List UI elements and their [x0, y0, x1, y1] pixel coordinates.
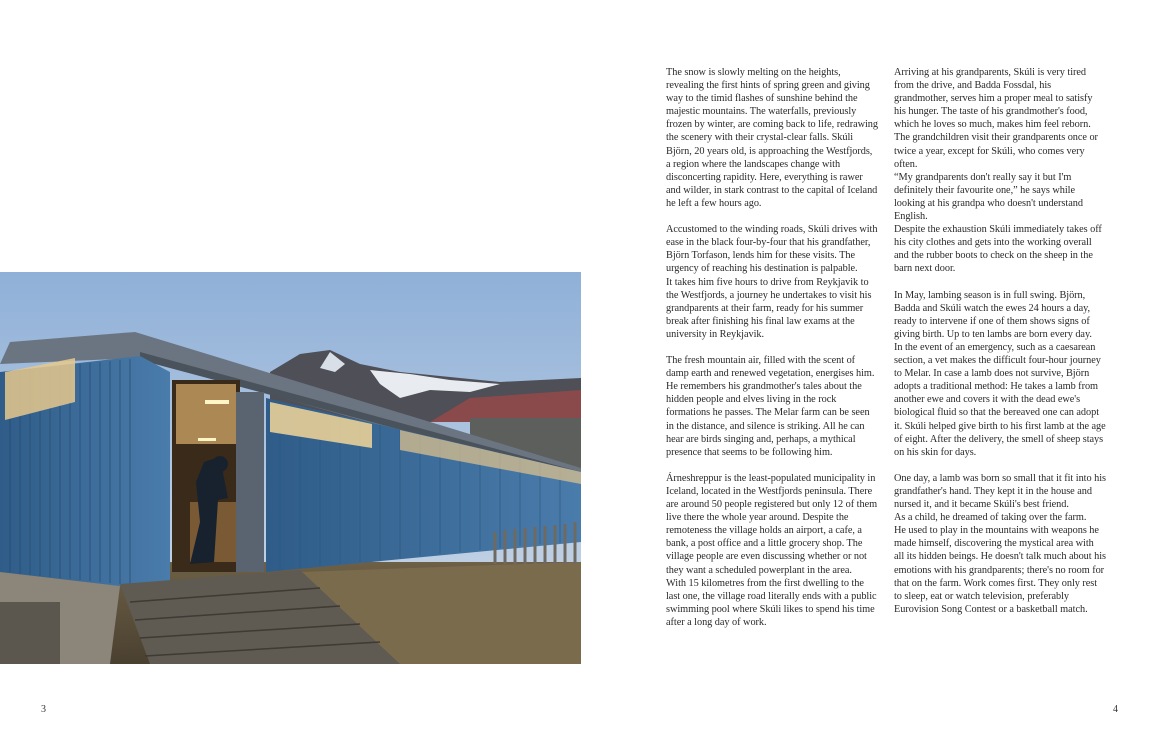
text-column-right: [894, 66, 1106, 629]
paragraph: Accustomed to the winding roads, Skúli drives with ease in the black four-by-four that his grandfather, Björn Torfason, lends him for these visits. The urgency of reaching his destination is palpable. It takes him five hours to drive from Reykjavik to the Westfjords, a journey he undertakes to visit his grandparents at their farm, ready for his summer break after finishing his final law exams at the university in Reykjavik.: [666, 224, 878, 340]
text-column-left: [666, 66, 878, 642]
paragraph: In May, lambing season is in full swing. Björn, Badda and Skúli watch the ewes 24 hours a day, ready to intervene if one of them shows signs of giving birth. Up to ten lambs are born every day. In the event of an emergency, such as a caesarean section, a vet makes the difficult four-hour journey to Melar. In case a lamb does not survive, Björn adopts a traditional method: He takes a lamb from another ewe and covers it with the dead ewe's biological fluid so that the bereaved one can adopt it. Skúli helped give birth to his first lamb at the age of eight. After the delivery, the smell of sheep stays on his skin for days.: [894, 289, 1106, 458]
paragraph: Árneshreppur is the least-populated municipality in Iceland, located in the Westfjords peninsula. There are around 50 people registered but only 12 of them live there the whole year around. Despite the remoteness the village holds an airport, a cafe, a bank, a post office and a little grocery shop. The village people are even discussing whether or not they want a scheduled powerplant in the area. With 15 kilometres from the first dwelling to the last one, the village road literally ends with a public swimming pool where Skúli likes to spend his time after a long day of work.: [666, 472, 878, 628]
barn-photo: [0, 272, 581, 664]
page-number-left: 3: [41, 704, 46, 715]
paragraph: Arriving at his grandparents, Skúli is very tired from the drive, and Badda Fossdal, his grandmother, serves him a proper meal to satisfy his hunger. The taste of his grandmother's food, which he loves so much, makes him feel reborn. The grandchildren visit their grandparents once or twice a year, except for Skúli, who comes very often. “My grandparents don't really say it but I'm definitely their favourite one,” he says while looking at his grandpa who doesn't understand English. Despite the exhaustion Skúli immediately takes off his city clothes and gets into the working overall and the rubber boots to check on the sheep in the barn next door.: [894, 67, 1102, 275]
paragraph: One day, a lamb was born so small that it fit into his grandfather's hand. They kept it in the house and nursed it, and it became Skúli's best friend. As a child, he dreamed of taking over the farm. He used to play in the mountains with weapons he made himself, discovering the mystical area with all its hidden beings. He doesn't talk much about his emotions with his grandparents; there's no room for that on the farm. Work comes first. They only rest to sleep, eat or watch television, preferably Eurovision Song Contest or a basketball match.: [894, 472, 1106, 615]
page-number-right: 4: [1113, 704, 1118, 715]
paragraph: The fresh mountain air, filled with the scent of damp earth and renewed vegetation, energises him. He remembers his grandmother's tales about the hidden people and elves living in the rock formations he passes. The Melar farm can be seen in the distance, and silence is striking. All he can hear are birds singing and, perhaps, a mythical presence that seems to be following him.: [666, 355, 875, 458]
paragraph: The snow is slowly melting on the heights, revealing the first hints of spring green and giving way to the timid flashes of sunshine behind the majestic mountains. The waterfalls, previously frozen by winter, are coming back to life, redrawing the scenery with their crystal-clear falls. Skúli Björn, 20 years old, is approaching the Westfjords, a region where the landscapes change with disconcerting rapidity. Here, everything is rawer and wilder, in stark contrast to the capital of Iceland he left a few hours ago.: [666, 67, 878, 209]
photo-sheep-barn-icon: [0, 272, 581, 664]
